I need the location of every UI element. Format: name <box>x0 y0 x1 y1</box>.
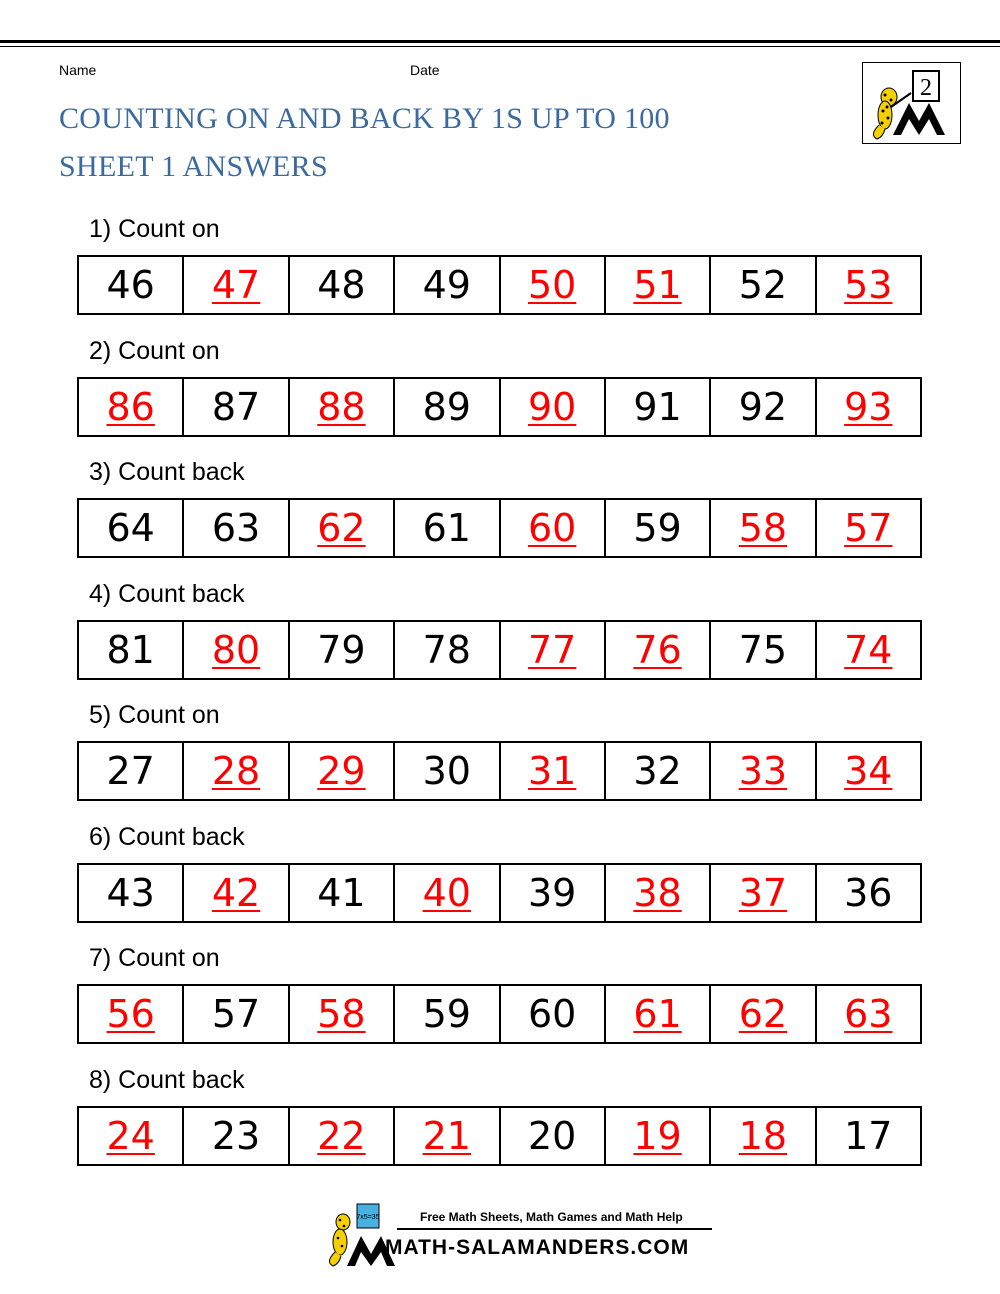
answer-cell: 53 <box>815 257 920 313</box>
answer-cell: 74 <box>815 622 920 678</box>
given-number-cell: 46 <box>106 263 155 307</box>
given-number-cell: 63 <box>182 500 287 556</box>
given-number-cell: 41 <box>288 865 393 921</box>
question-label: 1) Count on <box>89 215 220 243</box>
number-sequence-row <box>77 863 922 923</box>
footer-divider <box>397 1228 712 1230</box>
date-label: Date <box>410 62 440 78</box>
name-label: Name <box>59 62 97 78</box>
answer-cell: 19 <box>604 1108 709 1164</box>
page-title: COUNTING ON AND BACK BY 1S UP TO 100 <box>59 102 670 135</box>
answer-cell: 33 <box>709 743 814 799</box>
salamander-logo-icon <box>863 63 962 145</box>
given-number-cell: 61 <box>393 500 498 556</box>
given-number-cell: 36 <box>815 865 920 921</box>
answer-cell: 90 <box>499 379 604 435</box>
answer-cell: 50 <box>499 257 604 313</box>
answer-cell: 47 <box>182 257 287 313</box>
given-number-cell: 27 <box>106 749 155 793</box>
given-number-cell: 43 <box>106 871 155 915</box>
answer-cell: 37 <box>709 865 814 921</box>
answer-cell: 61 <box>604 986 709 1042</box>
problem-1 <box>77 215 922 315</box>
given-number-cell: 52 <box>709 257 814 313</box>
answer-cell: 22 <box>288 1108 393 1164</box>
answer-cell: 56 <box>106 992 155 1036</box>
answer-cell: 93 <box>815 379 920 435</box>
logo-grade-number: 2 <box>920 75 932 101</box>
answer-cell: 57 <box>815 500 920 556</box>
answer-cell: 62 <box>288 500 393 556</box>
grade-logo <box>862 62 961 144</box>
given-number-cell: 39 <box>499 865 604 921</box>
question-label: 5) Count on <box>89 701 220 729</box>
answer-cell: 18 <box>709 1108 814 1164</box>
number-sequence-row <box>77 255 922 315</box>
given-number-cell: 59 <box>604 500 709 556</box>
given-number-cell: 17 <box>815 1108 920 1164</box>
question-label: 6) Count back <box>89 823 245 851</box>
answer-cell: 60 <box>499 500 604 556</box>
question-label: 2) Count on <box>89 337 220 365</box>
answer-cell: 62 <box>709 986 814 1042</box>
given-number-cell: 75 <box>709 622 814 678</box>
problem-2 <box>77 337 922 437</box>
answer-cell: 51 <box>604 257 709 313</box>
problem-3 <box>77 458 922 558</box>
given-number-cell: 79 <box>288 622 393 678</box>
answer-cell: 88 <box>288 379 393 435</box>
answer-cell: 29 <box>288 743 393 799</box>
question-label: 8) Count back <box>89 1066 245 1094</box>
given-number-cell: 48 <box>288 257 393 313</box>
given-number-cell: 59 <box>393 986 498 1042</box>
footer-logo <box>325 1200 715 1272</box>
answer-cell: 42 <box>182 865 287 921</box>
top-rule-thin <box>0 46 1000 47</box>
footer-brand: MATH-SALAMANDERS.COM <box>385 1236 690 1259</box>
given-number-cell: 57 <box>182 986 287 1042</box>
given-number-cell: 60 <box>499 986 604 1042</box>
number-sequence-row <box>77 984 922 1044</box>
given-number-cell: 64 <box>106 506 155 550</box>
given-number-cell: 89 <box>393 379 498 435</box>
problem-8 <box>77 1066 922 1166</box>
footer-logo-sum: 7x5=35 <box>356 1214 380 1221</box>
problem-7 <box>77 944 922 1044</box>
answer-cell: 34 <box>815 743 920 799</box>
given-number-cell: 49 <box>393 257 498 313</box>
number-sequence-row <box>77 741 922 801</box>
given-number-cell: 87 <box>182 379 287 435</box>
answer-cell: 77 <box>499 622 604 678</box>
number-sequence-row <box>77 498 922 558</box>
answer-cell: 80 <box>182 622 287 678</box>
given-number-cell: 20 <box>499 1108 604 1164</box>
problem-4 <box>77 580 922 680</box>
answer-cell: 58 <box>709 500 814 556</box>
top-rule <box>0 40 1000 43</box>
given-number-cell: 92 <box>709 379 814 435</box>
given-number-cell: 78 <box>393 622 498 678</box>
answer-cell: 40 <box>393 865 498 921</box>
answer-cell: 38 <box>604 865 709 921</box>
answer-cell: 24 <box>106 1114 155 1158</box>
given-number-cell: 91 <box>604 379 709 435</box>
answer-cell: 86 <box>106 385 155 429</box>
answer-cell: 28 <box>182 743 287 799</box>
number-sequence-row <box>77 620 922 680</box>
question-label: 3) Count back <box>89 458 245 486</box>
answer-cell: 21 <box>393 1108 498 1164</box>
question-label: 4) Count back <box>89 580 245 608</box>
answer-cell: 58 <box>288 986 393 1042</box>
question-label: 7) Count on <box>89 944 220 972</box>
answer-cell: 63 <box>815 986 920 1042</box>
given-number-cell: 30 <box>393 743 498 799</box>
page-subtitle: SHEET 1 ANSWERS <box>59 150 328 183</box>
answer-cell: 76 <box>604 622 709 678</box>
number-sequence-row <box>77 1106 922 1166</box>
given-number-cell: 32 <box>604 743 709 799</box>
answer-cell: 31 <box>499 743 604 799</box>
number-sequence-row <box>77 377 922 437</box>
problem-6 <box>77 823 922 923</box>
footer-tagline: Free Math Sheets, Math Games and Math Help <box>420 1210 683 1224</box>
given-number-cell: 23 <box>182 1108 287 1164</box>
given-number-cell: 81 <box>106 628 155 672</box>
problem-5 <box>77 701 922 801</box>
